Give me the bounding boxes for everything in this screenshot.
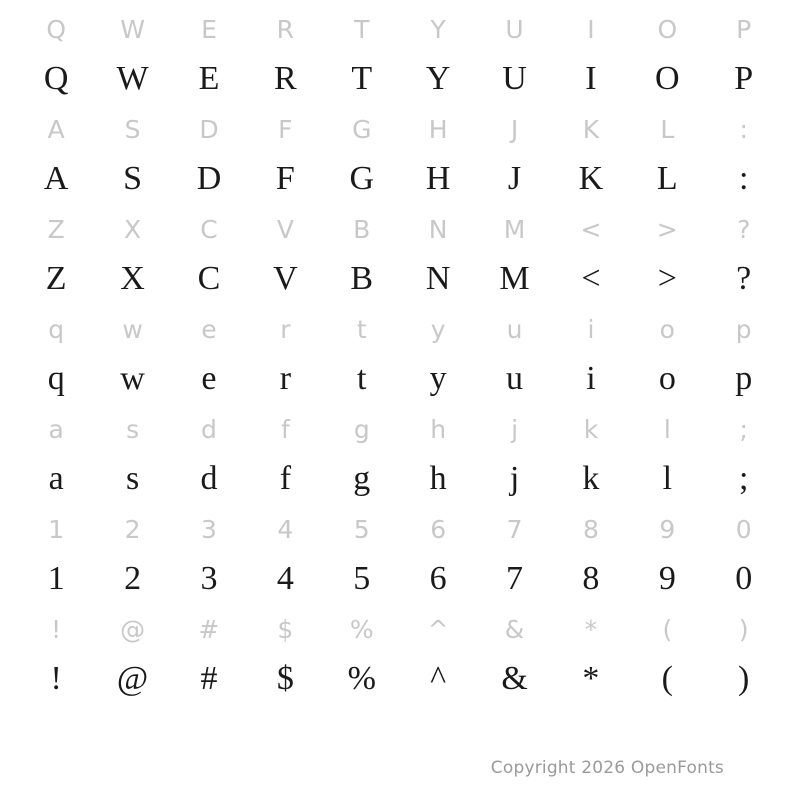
sample-glyph: : [739, 114, 748, 144]
sample-glyph: & [504, 614, 525, 644]
sample-glyph: t [356, 314, 367, 344]
sample-glyph: 6 [430, 514, 447, 544]
target-glyph: A [43, 160, 69, 197]
target-glyph: B [350, 260, 374, 297]
sample-glyph: 5 [353, 514, 370, 544]
target-row [0, 54, 800, 104]
sample-glyph: a [48, 414, 64, 444]
target-glyph: % [347, 660, 376, 697]
target-glyph: w [120, 360, 145, 397]
sample-glyph: G [352, 114, 372, 144]
target-glyph: M [499, 260, 530, 297]
target-glyph: > [657, 260, 677, 297]
target-glyph: a [48, 460, 64, 497]
sample-glyph: < [580, 214, 602, 244]
sample-glyph: d [201, 414, 217, 444]
sample-row [0, 304, 800, 354]
target-glyph: ( [661, 660, 673, 697]
sample-glyph: N [428, 214, 448, 244]
sample-glyph: i [587, 314, 595, 344]
target-glyph: S [123, 160, 143, 197]
sample-glyph: J [510, 114, 519, 144]
glyph-row-group [0, 404, 800, 504]
target-glyph: E [198, 60, 220, 97]
target-glyph: y [429, 360, 447, 397]
sample-glyph: f [280, 414, 290, 444]
target-glyph: u [506, 360, 524, 397]
target-glyph: i [586, 360, 596, 397]
sample-glyph: % [349, 614, 374, 644]
sample-glyph: ( [662, 614, 673, 644]
sample-glyph: X [124, 214, 142, 244]
target-glyph: ; [738, 460, 749, 497]
glyph-row-group [0, 204, 800, 304]
sample-glyph: y [430, 314, 446, 344]
sample-glyph: 9 [659, 514, 676, 544]
target-glyph: O [655, 60, 680, 97]
sample-glyph: A [47, 114, 65, 144]
target-glyph: G [349, 160, 375, 197]
target-glyph: ? [736, 260, 752, 297]
target-glyph: : [738, 160, 749, 197]
target-glyph: q [47, 360, 65, 397]
sample-glyph: Y [430, 14, 446, 44]
target-glyph: H [425, 160, 451, 197]
target-glyph: e [201, 360, 217, 397]
sample-row [0, 204, 800, 254]
target-row [0, 154, 800, 204]
sample-glyph: h [430, 414, 447, 444]
target-glyph: t [357, 360, 367, 397]
sample-glyph: e [201, 314, 217, 344]
target-glyph: Y [425, 60, 451, 97]
sample-glyph: * [584, 614, 598, 644]
sample-glyph: Q [46, 14, 67, 44]
sample-glyph: j [511, 414, 519, 444]
sample-row [0, 504, 800, 554]
target-glyph: W [116, 60, 149, 97]
target-row [0, 254, 800, 304]
sample-glyph: 4 [277, 514, 294, 544]
target-glyph: j [509, 460, 520, 497]
sample-glyph: K [582, 114, 600, 144]
target-glyph: J [507, 160, 522, 197]
copyright-notice: Copyright 2026 OpenFonts [490, 758, 724, 778]
sample-glyph: ! [51, 614, 62, 644]
sample-glyph: o [659, 314, 675, 344]
target-glyph: 1 [47, 560, 65, 597]
target-row [0, 454, 800, 504]
target-row [0, 554, 800, 604]
sample-row [0, 104, 800, 154]
target-glyph: * [582, 660, 600, 697]
sample-glyph: V [276, 214, 294, 244]
sample-glyph: P [736, 14, 752, 44]
target-glyph: 5 [353, 560, 371, 597]
sample-row [0, 404, 800, 454]
target-glyph: 4 [276, 560, 294, 597]
sample-glyph: L [660, 114, 675, 144]
target-glyph: ^ [430, 660, 447, 697]
sample-glyph: s [126, 414, 140, 444]
target-glyph: Q [43, 60, 69, 97]
target-glyph: 6 [429, 560, 447, 597]
target-glyph: s [125, 460, 140, 497]
sample-glyph: I [587, 14, 595, 44]
target-glyph: P [734, 60, 754, 97]
target-glyph: L [656, 160, 678, 197]
target-glyph: d [200, 460, 218, 497]
sample-glyph: $ [277, 614, 294, 644]
target-glyph: V [273, 260, 298, 297]
target-glyph: 8 [582, 560, 600, 597]
sample-glyph: q [48, 314, 65, 344]
sample-glyph: ? [737, 214, 751, 244]
target-glyph: @ [116, 660, 149, 697]
target-glyph: D [196, 160, 222, 197]
target-glyph: l [662, 460, 673, 497]
target-glyph: # [200, 660, 218, 697]
sample-glyph: M [503, 214, 526, 244]
sample-glyph: 1 [48, 514, 65, 544]
target-glyph: & [501, 660, 528, 697]
target-glyph: < [581, 260, 601, 297]
sample-glyph: 2 [124, 514, 141, 544]
sample-glyph: 8 [582, 514, 599, 544]
target-glyph: F [275, 160, 295, 197]
target-glyph: 9 [658, 560, 676, 597]
sample-glyph: ) [738, 614, 749, 644]
glyph-row-group [0, 304, 800, 404]
target-glyph: I [585, 60, 597, 97]
sample-glyph: l [663, 414, 671, 444]
sample-glyph: ; [739, 414, 748, 444]
target-glyph: h [429, 460, 447, 497]
target-glyph: ! [50, 660, 62, 697]
sample-glyph: U [505, 14, 524, 44]
sample-glyph: r [280, 314, 291, 344]
target-glyph: $ [276, 660, 294, 697]
target-glyph: X [120, 260, 145, 297]
target-glyph: Z [45, 260, 67, 297]
sample-glyph: B [353, 214, 371, 244]
sample-glyph: O [657, 14, 678, 44]
sample-glyph: ^ [427, 614, 449, 644]
target-glyph: 3 [200, 560, 218, 597]
target-glyph: K [578, 160, 604, 197]
sample-row [0, 4, 800, 54]
target-glyph: U [502, 60, 527, 97]
target-glyph: g [353, 460, 371, 497]
target-glyph: f [279, 460, 292, 497]
target-glyph: T [351, 60, 373, 97]
target-glyph: r [279, 360, 292, 397]
sample-glyph: 3 [201, 514, 217, 544]
target-glyph: 7 [506, 560, 524, 597]
sample-glyph: > [656, 214, 678, 244]
target-glyph: ) [738, 660, 750, 697]
sample-glyph: p [735, 314, 752, 344]
glyph-row-group [0, 504, 800, 604]
sample-glyph: u [506, 314, 523, 344]
target-glyph: C [197, 260, 221, 297]
target-glyph: k [582, 460, 600, 497]
sample-glyph: R [276, 14, 295, 44]
target-row [0, 654, 800, 704]
target-row [0, 354, 800, 404]
sample-glyph: H [428, 114, 448, 144]
sample-glyph: @ [120, 614, 146, 644]
target-glyph: R [274, 60, 297, 97]
sample-glyph: # [198, 614, 220, 644]
sample-glyph: D [199, 114, 219, 144]
sample-glyph: F [278, 114, 293, 144]
target-glyph: 2 [124, 560, 142, 597]
target-glyph: o [658, 360, 676, 397]
sample-glyph: T [354, 14, 370, 44]
sample-glyph: W [120, 14, 145, 44]
target-glyph: p [735, 360, 753, 397]
target-glyph: N [425, 260, 451, 297]
sample-glyph: C [200, 214, 218, 244]
sample-glyph: Z [47, 214, 65, 244]
sample-glyph: w [122, 314, 143, 344]
sample-row [0, 604, 800, 654]
sample-glyph: k [583, 414, 599, 444]
glyph-row-group [0, 104, 800, 204]
glyph-row-group [0, 604, 800, 704]
sample-glyph: 0 [735, 514, 752, 544]
glyph-row-group [0, 4, 800, 104]
target-glyph: 0 [735, 560, 753, 597]
sample-glyph: E [201, 14, 217, 44]
sample-glyph: S [124, 114, 141, 144]
sample-glyph: 7 [506, 514, 523, 544]
sample-glyph: g [353, 414, 370, 444]
